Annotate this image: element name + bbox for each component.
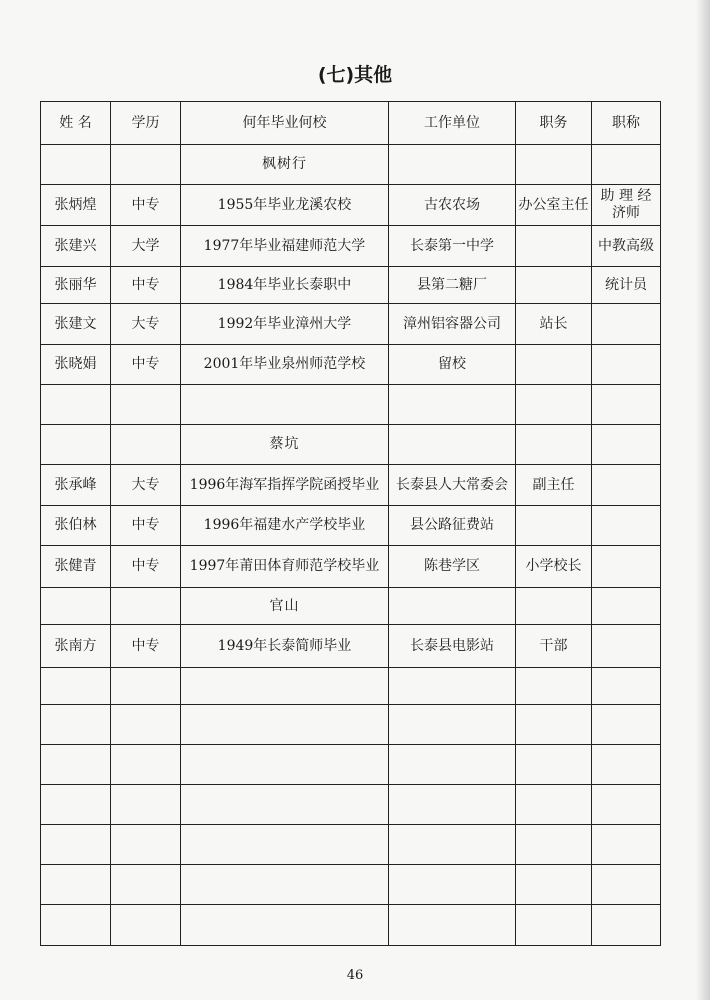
- position-cell: 小学校长: [516, 546, 592, 588]
- empty-cell: [181, 785, 389, 825]
- empty-row: [41, 745, 661, 785]
- empty-cell: [41, 668, 111, 705]
- empty-row: [41, 385, 661, 425]
- graduation-cell: 1996年福建水产学校毕业: [181, 506, 389, 546]
- column-header: 姓 名: [41, 102, 111, 145]
- empty-cell: [389, 785, 516, 825]
- workplace-cell: 长泰第一中学: [389, 226, 516, 267]
- empty-cell: [181, 865, 389, 905]
- table-row: [41, 465, 661, 506]
- header-row: [41, 102, 661, 145]
- empty-cell: [111, 785, 181, 825]
- empty-cell: [516, 865, 592, 905]
- position-cell: 干部: [516, 625, 592, 668]
- position-cell: [516, 267, 592, 304]
- education-cell: 中专: [111, 185, 181, 226]
- name-cell: 张伯林: [41, 506, 111, 546]
- empty-cell: [516, 785, 592, 825]
- empty-cell: [516, 905, 592, 946]
- empty-cell: [111, 825, 181, 865]
- workplace-cell: 漳州铝容器公司: [389, 304, 516, 345]
- title-cell: 中教高级: [592, 226, 661, 267]
- empty-cell: [41, 385, 111, 425]
- title-cell: [592, 345, 661, 385]
- graduation-cell: 1955年毕业龙溪农校: [181, 185, 389, 226]
- empty-row: [41, 825, 661, 865]
- section-label: 蔡坑: [181, 425, 389, 465]
- empty-cell: [389, 705, 516, 745]
- graduation-cell: 1949年长泰简师毕业: [181, 625, 389, 668]
- empty-cell: [389, 745, 516, 785]
- empty-cell: [41, 425, 111, 465]
- position-cell: 副主任: [516, 465, 592, 506]
- empty-row: [41, 705, 661, 745]
- name-cell: 张建兴: [41, 226, 111, 267]
- column-header: 工作单位: [389, 102, 516, 145]
- section-row: [41, 145, 661, 185]
- position-cell: [516, 226, 592, 267]
- graduation-cell: 1977年毕业福建师范大学: [181, 226, 389, 267]
- empty-cell: [389, 825, 516, 865]
- workplace-cell: 县第二糖厂: [389, 267, 516, 304]
- name-cell: 张南方: [41, 625, 111, 668]
- workplace-cell: 长泰县电影站: [389, 625, 516, 668]
- empty-cell: [41, 705, 111, 745]
- empty-row: [41, 785, 661, 825]
- table-row: [41, 185, 661, 226]
- education-cell: 大专: [111, 465, 181, 506]
- empty-cell: [41, 145, 111, 185]
- education-cell: 中专: [111, 546, 181, 588]
- column-header: 学历: [111, 102, 181, 145]
- workplace-cell: 县公路征费站: [389, 506, 516, 546]
- empty-cell: [389, 668, 516, 705]
- section-label: 枫树行: [181, 145, 389, 185]
- empty-cell: [389, 385, 516, 425]
- education-cell: 大学: [111, 226, 181, 267]
- empty-cell: [41, 905, 111, 946]
- empty-cell: [516, 825, 592, 865]
- empty-cell: [111, 588, 181, 625]
- empty-cell: [181, 668, 389, 705]
- table-row: [41, 345, 661, 385]
- workplace-cell: 陈巷学区: [389, 546, 516, 588]
- section-label: 官山: [181, 588, 389, 625]
- empty-cell: [41, 865, 111, 905]
- title-cell: 统计员: [592, 267, 661, 304]
- empty-cell: [592, 785, 661, 825]
- graduation-cell: 2001年毕业泉州师范学校: [181, 345, 389, 385]
- name-cell: 张承峰: [41, 465, 111, 506]
- scan-edge-shadow: [696, 0, 710, 1000]
- graduation-cell: 1996年海军指挥学院函授毕业: [181, 465, 389, 506]
- workplace-cell: 留校: [389, 345, 516, 385]
- title-cell: 助 理 经济师: [592, 185, 661, 226]
- title-cell: [592, 625, 661, 668]
- empty-cell: [111, 905, 181, 946]
- empty-cell: [111, 385, 181, 425]
- table-row: [41, 625, 661, 668]
- title-cell: [592, 465, 661, 506]
- name-cell: 张丽华: [41, 267, 111, 304]
- empty-cell: [389, 865, 516, 905]
- name-cell: 张炳煌: [41, 185, 111, 226]
- title-cell: [592, 546, 661, 588]
- table-row: [41, 304, 661, 345]
- section-row: [41, 425, 661, 465]
- section-row: [41, 588, 661, 625]
- name-cell: 张建文: [41, 304, 111, 345]
- table-row: [41, 506, 661, 546]
- position-cell: [516, 506, 592, 546]
- workplace-cell: 古农农场: [389, 185, 516, 226]
- empty-cell: [181, 905, 389, 946]
- empty-cell: [41, 785, 111, 825]
- table-row: [41, 226, 661, 267]
- empty-cell: [41, 825, 111, 865]
- empty-cell: [181, 825, 389, 865]
- empty-cell: [111, 668, 181, 705]
- empty-cell: [389, 425, 516, 465]
- roster-body: [41, 145, 661, 946]
- empty-cell: [111, 745, 181, 785]
- empty-cell: [516, 588, 592, 625]
- position-cell: [516, 345, 592, 385]
- empty-cell: [389, 905, 516, 946]
- name-cell: 张晓娟: [41, 345, 111, 385]
- education-cell: 中专: [111, 625, 181, 668]
- empty-cell: [592, 668, 661, 705]
- empty-cell: [592, 705, 661, 745]
- workplace-cell: 长泰县人大常委会: [389, 465, 516, 506]
- education-cell: 大专: [111, 304, 181, 345]
- empty-cell: [516, 425, 592, 465]
- title-cell: [592, 506, 661, 546]
- table-row: [41, 267, 661, 304]
- empty-cell: [592, 425, 661, 465]
- empty-cell: [181, 385, 389, 425]
- column-header: 何年毕业何校: [181, 102, 389, 145]
- empty-cell: [181, 705, 389, 745]
- empty-cell: [516, 385, 592, 425]
- empty-cell: [111, 865, 181, 905]
- empty-cell: [592, 145, 661, 185]
- graduation-cell: 1984年毕业长泰职中: [181, 267, 389, 304]
- empty-row: [41, 668, 661, 705]
- empty-cell: [516, 668, 592, 705]
- empty-row: [41, 865, 661, 905]
- empty-cell: [592, 825, 661, 865]
- empty-cell: [41, 588, 111, 625]
- empty-cell: [592, 385, 661, 425]
- empty-cell: [111, 425, 181, 465]
- empty-cell: [41, 745, 111, 785]
- empty-cell: [516, 745, 592, 785]
- page-number: 46: [346, 968, 364, 983]
- empty-cell: [181, 745, 389, 785]
- empty-cell: [516, 705, 592, 745]
- column-header: 职称: [592, 102, 661, 145]
- title-cell: [592, 304, 661, 345]
- empty-cell: [592, 865, 661, 905]
- education-cell: 中专: [111, 267, 181, 304]
- education-cell: 中专: [111, 345, 181, 385]
- empty-cell: [592, 588, 661, 625]
- graduation-cell: 1997年莆田体育师范学校毕业: [181, 546, 389, 588]
- page-title: (七)其他: [317, 64, 393, 86]
- position-cell: 办公室主任: [516, 185, 592, 226]
- empty-cell: [516, 145, 592, 185]
- empty-cell: [592, 745, 661, 785]
- position-cell: 站长: [516, 304, 592, 345]
- empty-row: [41, 905, 661, 946]
- empty-cell: [592, 905, 661, 946]
- empty-cell: [111, 145, 181, 185]
- empty-cell: [389, 588, 516, 625]
- roster-table: [40, 101, 661, 946]
- empty-cell: [389, 145, 516, 185]
- column-header: 职务: [516, 102, 592, 145]
- empty-cell: [111, 705, 181, 745]
- table-row: [41, 546, 661, 588]
- education-cell: 中专: [111, 506, 181, 546]
- graduation-cell: 1992年毕业漳州大学: [181, 304, 389, 345]
- name-cell: 张健青: [41, 546, 111, 588]
